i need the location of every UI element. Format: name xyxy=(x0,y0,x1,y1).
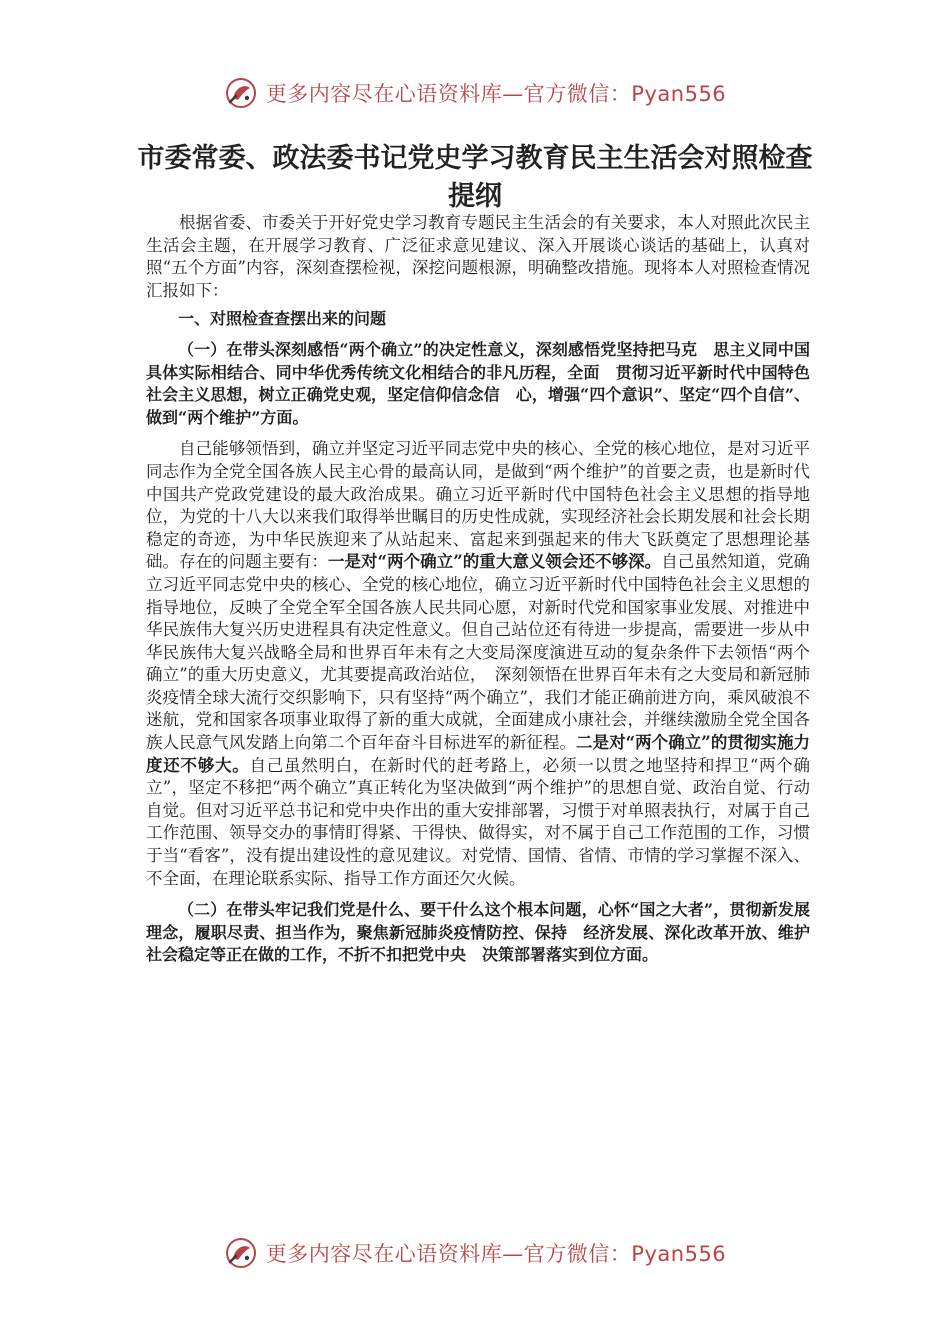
watermark-banner-top xyxy=(0,68,950,118)
document-title: 市委常委、政法委书记党史学习教育民主生活会对照检查提纲 xyxy=(137,143,813,212)
section-heading-1: 一、对照检查查摆出来的问题 xyxy=(178,309,387,329)
scroll-logo-icon xyxy=(224,1236,258,1270)
watermark-banner-text: 更多内容尽在心语资料库—官方微信：Pyan556 xyxy=(265,1242,727,1266)
scroll-logo-icon xyxy=(224,76,258,110)
body-text-part1: 自己能够领悟到，确立并坚定习近平同志党中央的核心、全党的核心地位，是对习近平同志作为全党全国各族人民主心骨的最高认同，是做到“两个维护”的首要之责，也是新时代中国共产党政党建设的最大政治成果。确立习近平新时代中国特色社会主义思想的指导地位，为党的十八大以来我们取得举世瞩目的历史性成就，实现经济社会长期发展和社会长期稳定的奇迹，为中华民族迎来了从站起来、富起来到强起来的伟大飞跃奠定了思想理论基础。存在的问题主要有： xyxy=(146,439,810,572)
subsection-heading-2: （二）在带头牢记我们党是什么、要干什么这个根本问题，心怀“国之大者”，贯彻新发展理念，履职尽责、担当作为，聚焦新冠肺炎疫情防控、保持 经济发展、深化改革开放、维护社会稳定等正在做的工作，不折不扣把党中央 决策部署落实到位方面。 xyxy=(146,900,810,965)
document-body xyxy=(146,212,810,967)
watermark-banner-bottom xyxy=(0,1228,950,1278)
watermark-banner-text: 更多内容尽在心语资料库—官方微信：Pyan556 xyxy=(265,82,727,106)
issue-body-1: 自己虽然知道，党确立习近平同志党中央的核心、全党的核心地位，确立习近平新时代中国特色社会主义思想的指导地位，反映了全党全军全国各族人民共同心愿，对新时代党和国家事业发展、对推进中华民族伟大复兴历史进程具有决定性意义。但自己站位还有待进一步提高，需要进一步从中华民族伟大复兴战略全局和世界百年未有之大变局深度演进互动的复杂条件下去领悟“两个确立”的重大历史意义，尤其要提高政治站位， 深刻领悟在世界百年未有之大变局和新冠肺炎疫情全球大流行交织影响下，只有坚持“两个确立”，我们才能正确前进方向，乘风破浪不迷航，党和国家各项事业取得了新的重大成就，全面建成小康社会，并继续激励全党全国各族人民意气风发踏上向第二个百年奋斗目标进军的新征程。 xyxy=(146,552,811,753)
issue-body-2: 自己虽然明白，在新时代的赶考路上，必须一以贯之地坚持和捍卫“两个确立”，坚定不移把“两个确立”真正转化为坚决做到“两个维护”的思想自觉、政治自觉、行动自觉。但对习近平总书记和党中央作出的重大安排部署，习惯于对单照表执行，对属于自己工作范围、领导交办的事情盯得紧、干得快、做得实，对不属于自己工作范围的工作，习惯于当“看客”，没有提出建设性的意见建议。对党情、国情、省情、市情的学习掌握不深入、不全面，在理论联系实际、指导工作方面还欠火候。 xyxy=(146,755,811,888)
issue-heading-1: 一是对“两个确立”的重大意义领会还不够深。 xyxy=(327,552,662,572)
issue-heading-2: 二是对“两个确立”的贯彻实施力度还不够大。 xyxy=(146,733,811,775)
intro-paragraph: 根据省委、市委关于开好党史学习教育专题民主生活会的有关要求，本人对照此次民主生活会主题，在开展学习教育、广泛征求意见建议、深入开展谈心谈话的基础上，认真对照“五个方面”内容，深刻查摆检视，深挖问题根源，明确整改措施。现将本人对照检查情况汇报如下： xyxy=(146,213,810,300)
body-paragraph-1 xyxy=(146,438,810,890)
subsection-heading-1: （一）在带头深刻感悟“两个确立”的决定性意义，深刻感悟党坚持把马克 思主义同中国具体实际相结合、同中华优秀传统文化相结合的非凡历程，全面 贯彻习近平新时代中国特色社会主义思想，树立正确党史观，坚定信仰信念信 心，增强“四个意识”、坚定“四个自信”、做到“两个维护”方面。 xyxy=(146,339,810,427)
